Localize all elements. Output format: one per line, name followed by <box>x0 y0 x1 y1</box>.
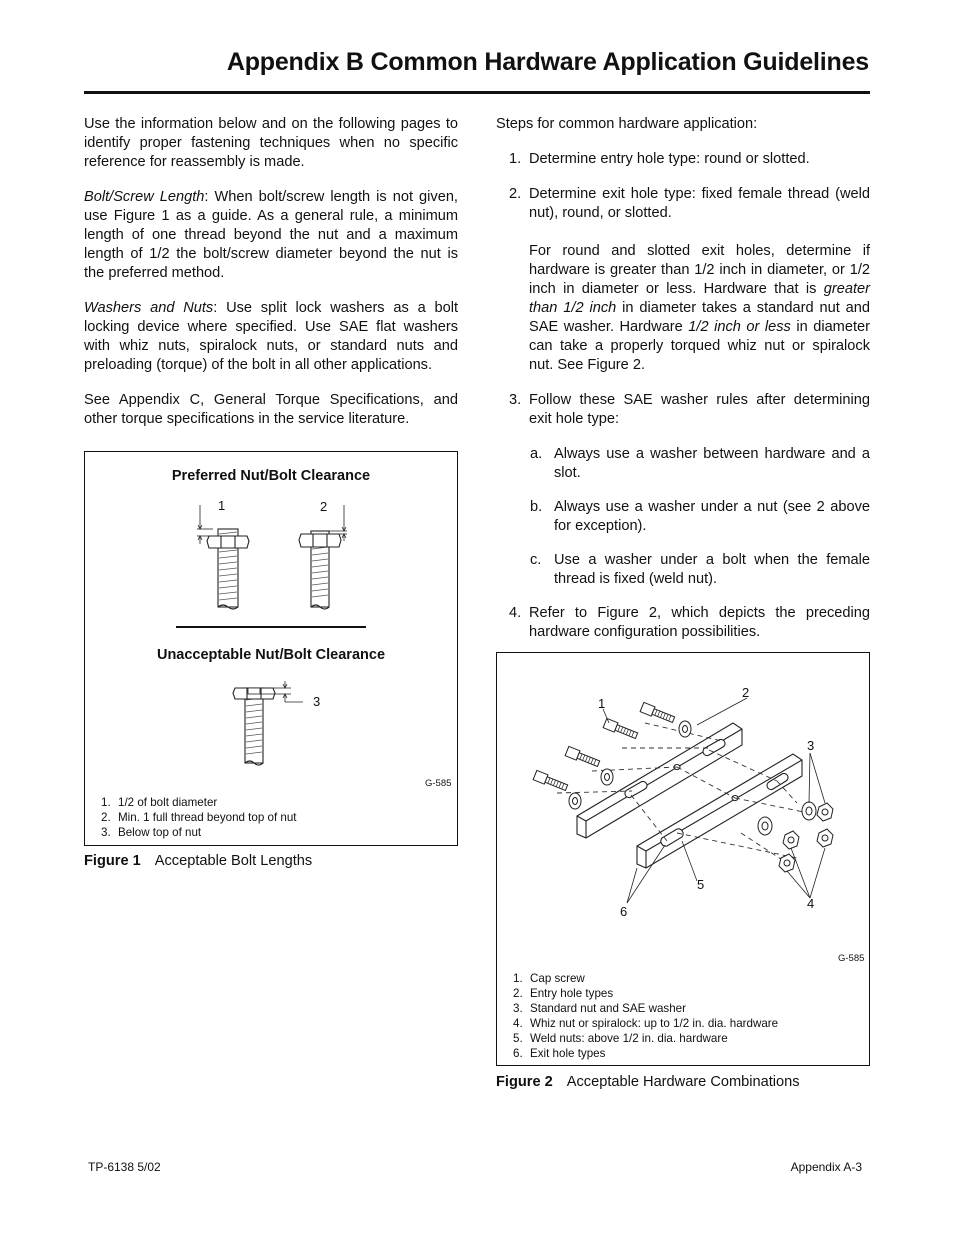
step-1: 1. Determine entry hole type: round or slotted. <box>509 151 810 167</box>
cap-screws <box>533 702 691 809</box>
legend-item: 2. Entry hole types <box>513 987 614 1000</box>
steps-intro: Steps for common hardware application: <box>496 116 758 132</box>
figure1-box <box>84 451 458 846</box>
fig2-callout-6: 6 <box>620 904 628 919</box>
step-3a: a. Always use a washer between hardware and a slot. <box>530 446 870 481</box>
steps-list <box>496 150 870 642</box>
footer-right: Appendix A-3 <box>790 1160 862 1174</box>
figure2-legend <box>513 971 778 1061</box>
right-column <box>496 115 870 658</box>
fig2-callout-5: 5 <box>697 877 705 892</box>
step-3b: b. Always use a washer under a nut (see 2 above for exception). <box>530 499 870 534</box>
footer-left: TP-6138 5/02 <box>88 1160 161 1174</box>
page-title: Appendix B Common Hardware Application Guidelines <box>226 48 869 76</box>
figure2-box <box>496 652 870 1066</box>
fig1-callout-2: 2 <box>320 499 328 514</box>
legend-item: 3. Below top of nut <box>101 826 202 839</box>
intro-paragraph: Use the information below and on the following pages to identify proper fastening techniques when no specific reference for reassembly is made. <box>84 116 458 170</box>
legend-item: 2. Min. 1 full thread beyond top of nut <box>101 811 297 824</box>
legend-item: 1. 1/2 of bolt diameter <box>101 796 218 809</box>
left-column <box>84 115 458 445</box>
title-rule <box>84 91 870 94</box>
preferred-heading: Preferred Nut/Bolt Clearance <box>171 468 371 484</box>
fig1-callout-1: 1 <box>218 498 226 513</box>
legend-item: 5. Weld nuts: above 1/2 in. dia. hardware <box>513 1032 728 1045</box>
step-2: 2. Determine exit hole type: fixed female thread (weld nut), round, or slotted. For round and slotted exit holes, determine if hardware is greater than 1/2 inch in diameter, or 1/2 inch in diameter or less. Hardware that is greater than 1/2 inch in diameter takes a standard nut and SAE washer. Hardware 1/2 inch or less in diameter can take a properly torqued whiz nut or spiralock nut. See Figure 2. <box>509 186 870 373</box>
washers-paragraph <box>84 299 458 375</box>
step-3c: c. Use a washer under a bolt when the female thread is fixed (weld nut). <box>530 552 870 587</box>
bolt-length-label: Bolt/Screw Length <box>84 189 205 205</box>
washers-label: Washers and Nuts <box>84 300 214 316</box>
step-3-sublist <box>529 445 870 589</box>
figure2-gcode: G-585 <box>838 953 865 964</box>
preferred-bolt-1 <box>197 505 249 609</box>
fig1-callout-3: 3 <box>313 694 321 709</box>
step-3: 3. Follow these SAE washer rules after determining exit hole type: a. Always use a washer between hardware and a slot. b. Always use a washer under a nut (see 2 above for exception). c. Use a washer under a bolt when the female thread is fixed (weld nut). <box>509 392 870 587</box>
figure1-legend <box>101 795 297 840</box>
legend-item: 1. Cap screw <box>513 972 585 985</box>
figure2-caption: Figure 2 Acceptable Hardware Combinations <box>496 1074 800 1090</box>
legend-item: 3. Standard nut and SAE washer <box>513 1002 686 1015</box>
figure1-gcode: G-585 <box>425 778 452 789</box>
fig2-callout-1: 1 <box>598 696 606 711</box>
step-2-detail: For round and slotted exit holes, determine if hardware is greater than 1/2 inch in diameter, or 1/2 inch in diameter or less. Hardware that is greater than 1/2 inch in diameter takes a standard nut and SAE washer. Hardware 1/2 inch or less in diameter can take a properly torqued whiz nut or spiralock nut. See Figure 2. <box>529 243 870 373</box>
fig2-callout-4: 4 <box>807 896 815 911</box>
unacceptable-bolt-3 <box>233 681 303 765</box>
bolt-length-paragraph <box>84 188 458 283</box>
legend-item: 4. Whiz nut or spiralock: up to 1/2 in. dia. hardware <box>513 1017 779 1030</box>
preferred-bolt-2 <box>299 505 347 609</box>
fig2-callout-3: 3 <box>807 738 815 753</box>
washers-text: : Use split lock washers as a bolt locking device where specified. Use SAE flat washers with whiz nuts, spiralock nuts, or standard nuts and preloading (torque) of the bolt in all other applications. <box>84 300 458 373</box>
see-appendix-paragraph: See Appendix C, General Torque Specifications, and other torque specifications in the service literature. <box>84 392 458 427</box>
nuts-and-washers <box>758 802 833 872</box>
legend-item: 6. Exit hole types <box>513 1047 606 1060</box>
fig2-callout-2: 2 <box>742 685 750 700</box>
figure1-caption: Figure 1 Acceptable Bolt Lengths <box>84 853 313 869</box>
step-4: 4. Refer to Figure 2, which depicts the preceding hardware configuration possibilities. <box>509 605 870 640</box>
bolt-clearance-diagram <box>85 452 457 845</box>
unacceptable-heading: Unacceptable Nut/Bolt Clearance <box>156 647 386 663</box>
bolt-length-text: : When bolt/screw length is not given, use Figure 1 as a guide. As a general rule, a minimum length of one thread beyond the nut and a maximum length of 1/2 the bolt/screw diameter beyond the nut is the preferred method. <box>84 189 458 281</box>
